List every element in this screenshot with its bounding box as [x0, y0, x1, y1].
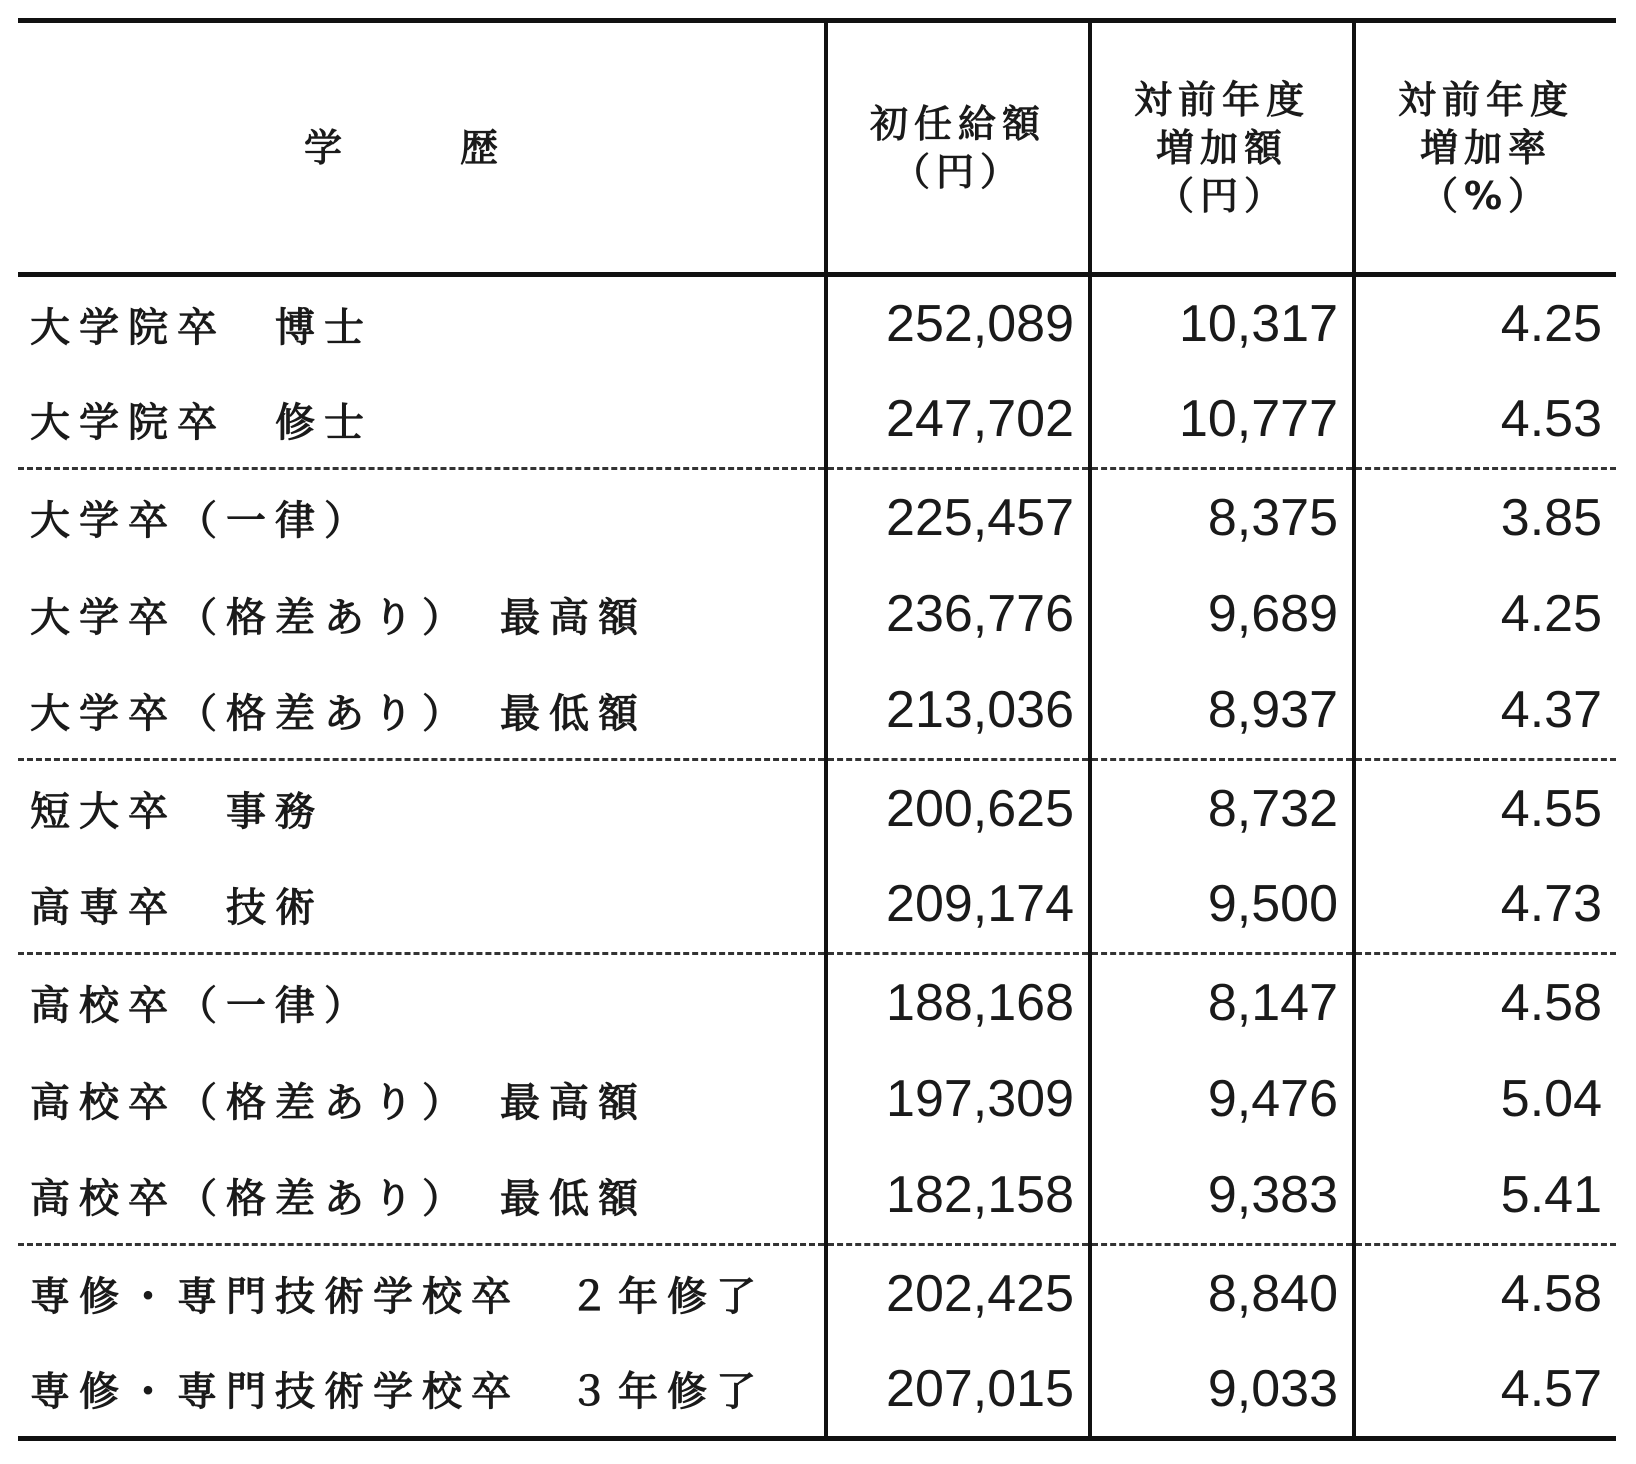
salary-cell: 225,457 [826, 469, 1090, 566]
increase-rate-cell: 3.85 [1354, 469, 1616, 566]
table-row [18, 1342, 1616, 1439]
increase-amount-cell: 9,033 [1090, 1342, 1354, 1439]
increase-rate-cell: 4.25 [1354, 275, 1616, 372]
education-cell: 高専卒 技術 [18, 857, 826, 954]
table-row [18, 275, 1616, 372]
table-row [18, 663, 1616, 760]
increase-amount-cell: 10,777 [1090, 372, 1354, 469]
increase-amount-header [1090, 21, 1354, 275]
table-row [18, 566, 1616, 663]
increase-rate-cell: 4.58 [1354, 1245, 1616, 1342]
salary-cell: 188,168 [826, 954, 1090, 1051]
education-cell: 大学院卒 博士 [30, 304, 373, 351]
education-cell: 短大卒 事務 [30, 789, 324, 836]
increase-rate-header-line-2: 増加率 [1419, 125, 1552, 170]
salary-cell: 197,309 [826, 1051, 1090, 1148]
increase-amount-cell: 8,375 [1090, 469, 1354, 566]
increase-amount-header-line-1: 対前年度 [1133, 77, 1310, 122]
increase-rate-cell: 5.41 [1354, 1148, 1616, 1245]
increase-rate-cell: 4.55 [1354, 760, 1616, 857]
salary-cell: 209,174 [826, 857, 1090, 954]
salary-header [826, 21, 1090, 275]
increase-amount-header-line-2: 増加額 [1155, 125, 1288, 170]
salary-cell: 247,702 [826, 372, 1090, 469]
increase-amount-cell: 9,476 [1090, 1051, 1354, 1148]
increase-rate-cell: 4.37 [1354, 663, 1616, 760]
increase-amount-cell: 9,500 [1090, 857, 1354, 954]
increase-rate-header-line-1: 対前年度 [1397, 77, 1574, 122]
education-cell: 高校卒（格差あり） 最高額 [30, 1079, 647, 1126]
increase-amount-cell: 8,732 [1090, 760, 1354, 857]
education-cell: 大学卒（一律） [30, 498, 373, 545]
salary-cell: 236,776 [826, 566, 1090, 663]
salary-cell: 202,425 [826, 1245, 1090, 1342]
education-cell: 大学院卒 修士 [18, 372, 826, 469]
increase-amount-cell: 8,147 [1090, 954, 1354, 1051]
increase-amount-cell: 8,937 [1090, 663, 1354, 760]
education-cell: 専修・専門技術学校卒 ３年修了 [18, 1342, 826, 1439]
table-row [18, 760, 1616, 857]
increase-rate-cell: 4.58 [1354, 954, 1616, 1051]
increase-rate-header [1354, 21, 1616, 275]
salary-table-container [18, 18, 1616, 1441]
table-row [18, 954, 1616, 1051]
education-header: 学 歴 [18, 21, 826, 275]
salary-header-line-1: 初任給額 [869, 101, 1046, 146]
increase-amount-header-line-3: （円） [1155, 173, 1288, 218]
table-row [18, 469, 1616, 566]
education-cell: 高校卒（格差あり） 最低額 [18, 1148, 826, 1245]
salary-cell: 252,089 [826, 275, 1090, 372]
salary-cell: 182,158 [826, 1148, 1090, 1245]
salary-header-line-2: （円） [891, 149, 1024, 194]
increase-amount-cell: 8,840 [1090, 1245, 1354, 1342]
table-row [18, 372, 1616, 469]
increase-rate-cell: 5.04 [1354, 1051, 1616, 1148]
salary-cell: 200,625 [826, 760, 1090, 857]
increase-amount-cell: 9,689 [1090, 566, 1354, 663]
table-row [18, 1245, 1616, 1342]
table-row [18, 1148, 1616, 1245]
increase-rate-cell: 4.53 [1354, 372, 1616, 469]
table-row [18, 1051, 1616, 1148]
table-row [18, 857, 1616, 954]
education-cell: 大学卒（格差あり） 最高額 [30, 594, 647, 641]
table-body [18, 275, 1616, 1439]
education-cell: 専修・専門技術学校卒 ２年修了 [30, 1274, 765, 1321]
starting-salary-table [18, 18, 1616, 1441]
increase-amount-cell: 9,383 [1090, 1148, 1354, 1245]
increase-rate-cell: 4.25 [1354, 566, 1616, 663]
salary-cell: 207,015 [826, 1342, 1090, 1439]
header-row [18, 21, 1616, 275]
increase-rate-header-line-3: （%） [1419, 173, 1553, 218]
increase-rate-cell: 4.57 [1354, 1342, 1616, 1439]
table-header [18, 21, 1616, 275]
increase-rate-cell: 4.73 [1354, 857, 1616, 954]
increase-amount-cell: 10,317 [1090, 275, 1354, 372]
education-cell: 高校卒（一律） [30, 983, 373, 1030]
salary-cell: 213,036 [826, 663, 1090, 760]
education-cell: 大学卒（格差あり） 最低額 [18, 663, 826, 760]
